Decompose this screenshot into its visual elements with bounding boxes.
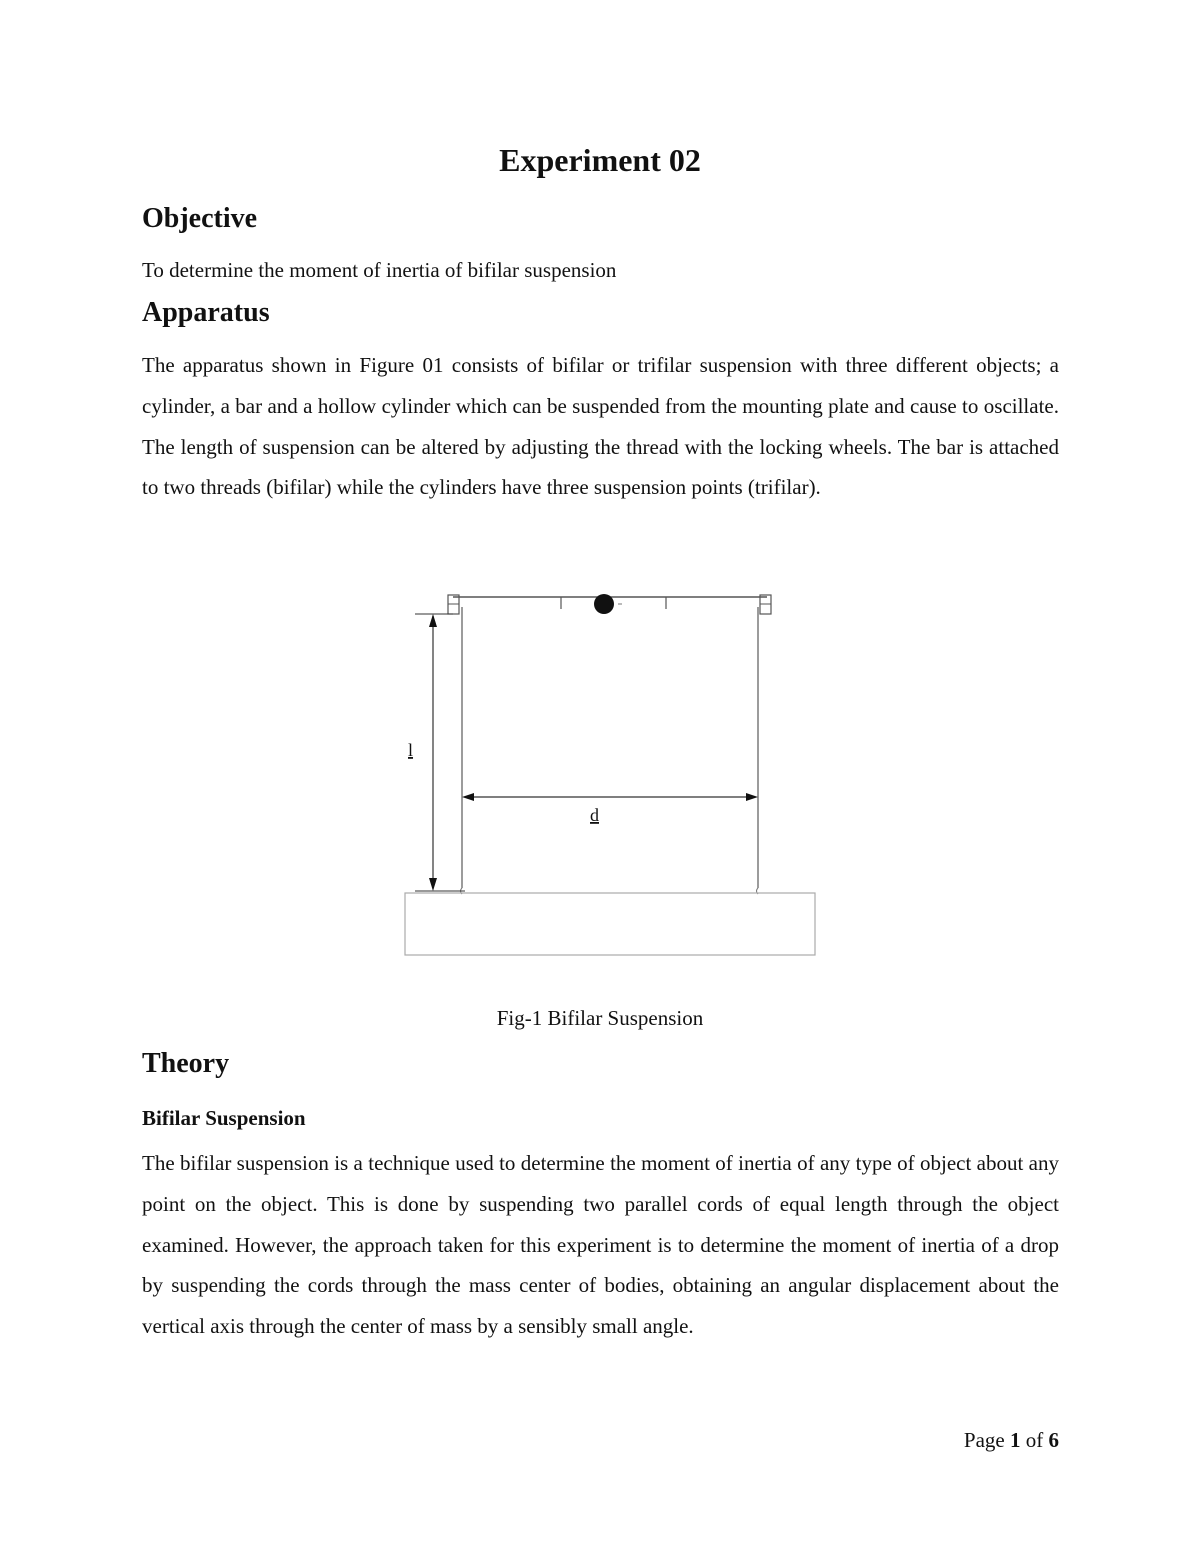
bifilar-suspension-subheading: Bifilar Suspension	[142, 1106, 306, 1130]
base-block	[405, 893, 815, 955]
distance-arrow-left	[462, 793, 474, 801]
document-title: Experiment 02	[499, 142, 701, 178]
theory-text: The bifilar suspension is a technique used to determine the moment of inertia of any type of object about any point on the object. This is done by suspending two parallel cords of equal length through the object examined. However, the approach taken for this experiment is to determine the moment of inertia of a drop by suspending the cords through the mass center of bodies, obtaining an angular displacement about the vertical axis through the center of mass by a sensibly small angle.	[142, 1151, 1059, 1339]
figure-caption: Fig-1 Bifilar Suspension	[496, 1006, 704, 1030]
apparatus-heading: Apparatus	[142, 297, 270, 328]
page-number-footer	[964, 1428, 1059, 1453]
central-mass	[594, 594, 614, 614]
theory-heading: Theory	[142, 1048, 230, 1079]
apparatus-text: The apparatus shown in Figure 01 consists of bifilar or trifilar suspension with three different objects; a cylinder, a bar and a hollow cylinder which can be suspended from the mounting plate and cause to oscillate. The length of suspension can be altered by adjusting the thread with the locking wheels. The bar is attached to two threads (bifilar) while the cylinders have three suspension points (trifilar).	[142, 353, 1059, 500]
length-label: l	[408, 740, 414, 760]
distance-label: d	[590, 805, 599, 825]
objective-text: To determine the moment of inertia of bifilar suspension	[142, 258, 617, 282]
bifilar-suspension-diagram	[395, 585, 825, 965]
distance-arrow-right	[746, 793, 758, 801]
current-page-number: 1	[1010, 1428, 1021, 1452]
page-word: Page	[963, 1428, 1005, 1452]
length-arrow-top	[429, 614, 437, 627]
total-pages-number: 6	[1048, 1428, 1059, 1452]
of-word: of	[1025, 1428, 1044, 1452]
length-arrow-bottom	[429, 878, 437, 891]
objective-heading: Objective	[142, 203, 258, 234]
